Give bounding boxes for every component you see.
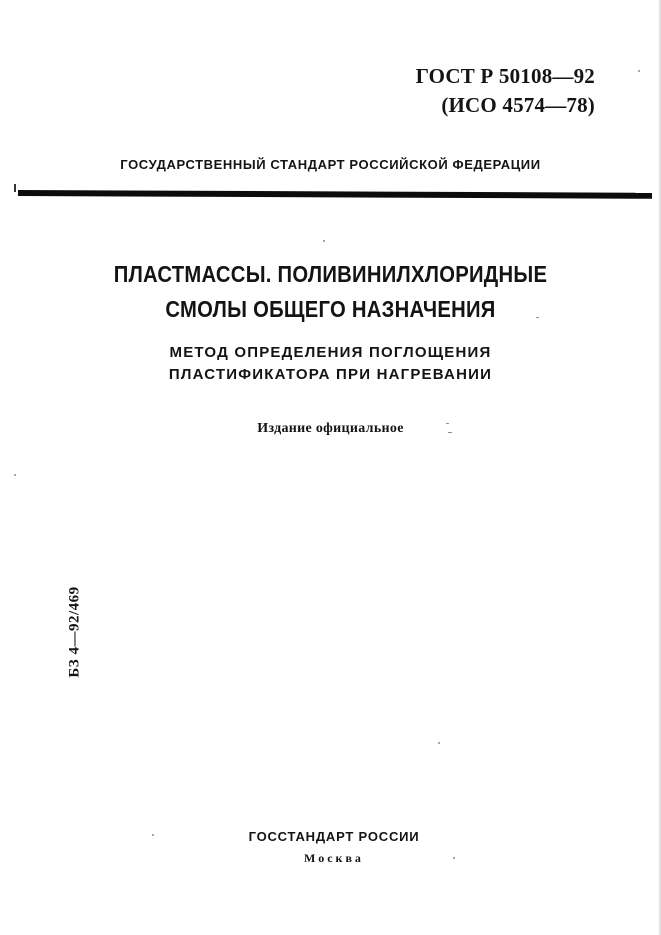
scan-speck xyxy=(14,474,16,476)
scan-speck xyxy=(448,432,452,433)
publisher-city: Москва xyxy=(304,851,364,865)
edition-label: Издание официальное xyxy=(257,421,404,436)
scan-speck xyxy=(453,857,455,859)
document-subtitle xyxy=(0,342,661,386)
scan-speck xyxy=(152,834,154,836)
scan-speck xyxy=(323,240,325,242)
title-line: СМОЛЫ ОБЩЕГО НАЗНАЧЕНИЯ xyxy=(165,296,496,322)
subtitle-line: ПЛАСТИФИКАТОРА ПРИ НАГРЕВАНИИ xyxy=(168,366,493,383)
standard-code: ГОСТ Р 50108—92 xyxy=(415,64,595,88)
publisher-name: ГОССТАНДАРТ РОССИИ xyxy=(248,829,420,844)
iso-code: (ИСО 4574—78) xyxy=(441,93,595,117)
subtitle-line: МЕТОД ОПРЕДЕЛЕНИЯ ПОГЛОЩЕНИЯ xyxy=(169,344,492,361)
side-catalog-code: БЗ 4—92/469 xyxy=(66,586,83,678)
standard-code-block xyxy=(416,62,595,120)
document-header: ГОСУДАРСТВЕННЫЙ СТАНДАРТ РОССИЙСКОЙ ФЕДЕРАЦИИ xyxy=(120,157,541,172)
scan-speck xyxy=(446,423,449,424)
title-line: ПЛАСТМАССЫ. ПОЛИВИНИЛХЛОРИДНЫЕ xyxy=(113,261,548,287)
document-title xyxy=(40,257,622,327)
rule-tick-mark xyxy=(14,184,16,192)
scan-speck xyxy=(638,70,640,72)
scan-speck xyxy=(438,742,440,744)
header-rule xyxy=(18,190,652,199)
scan-speck xyxy=(536,317,539,318)
